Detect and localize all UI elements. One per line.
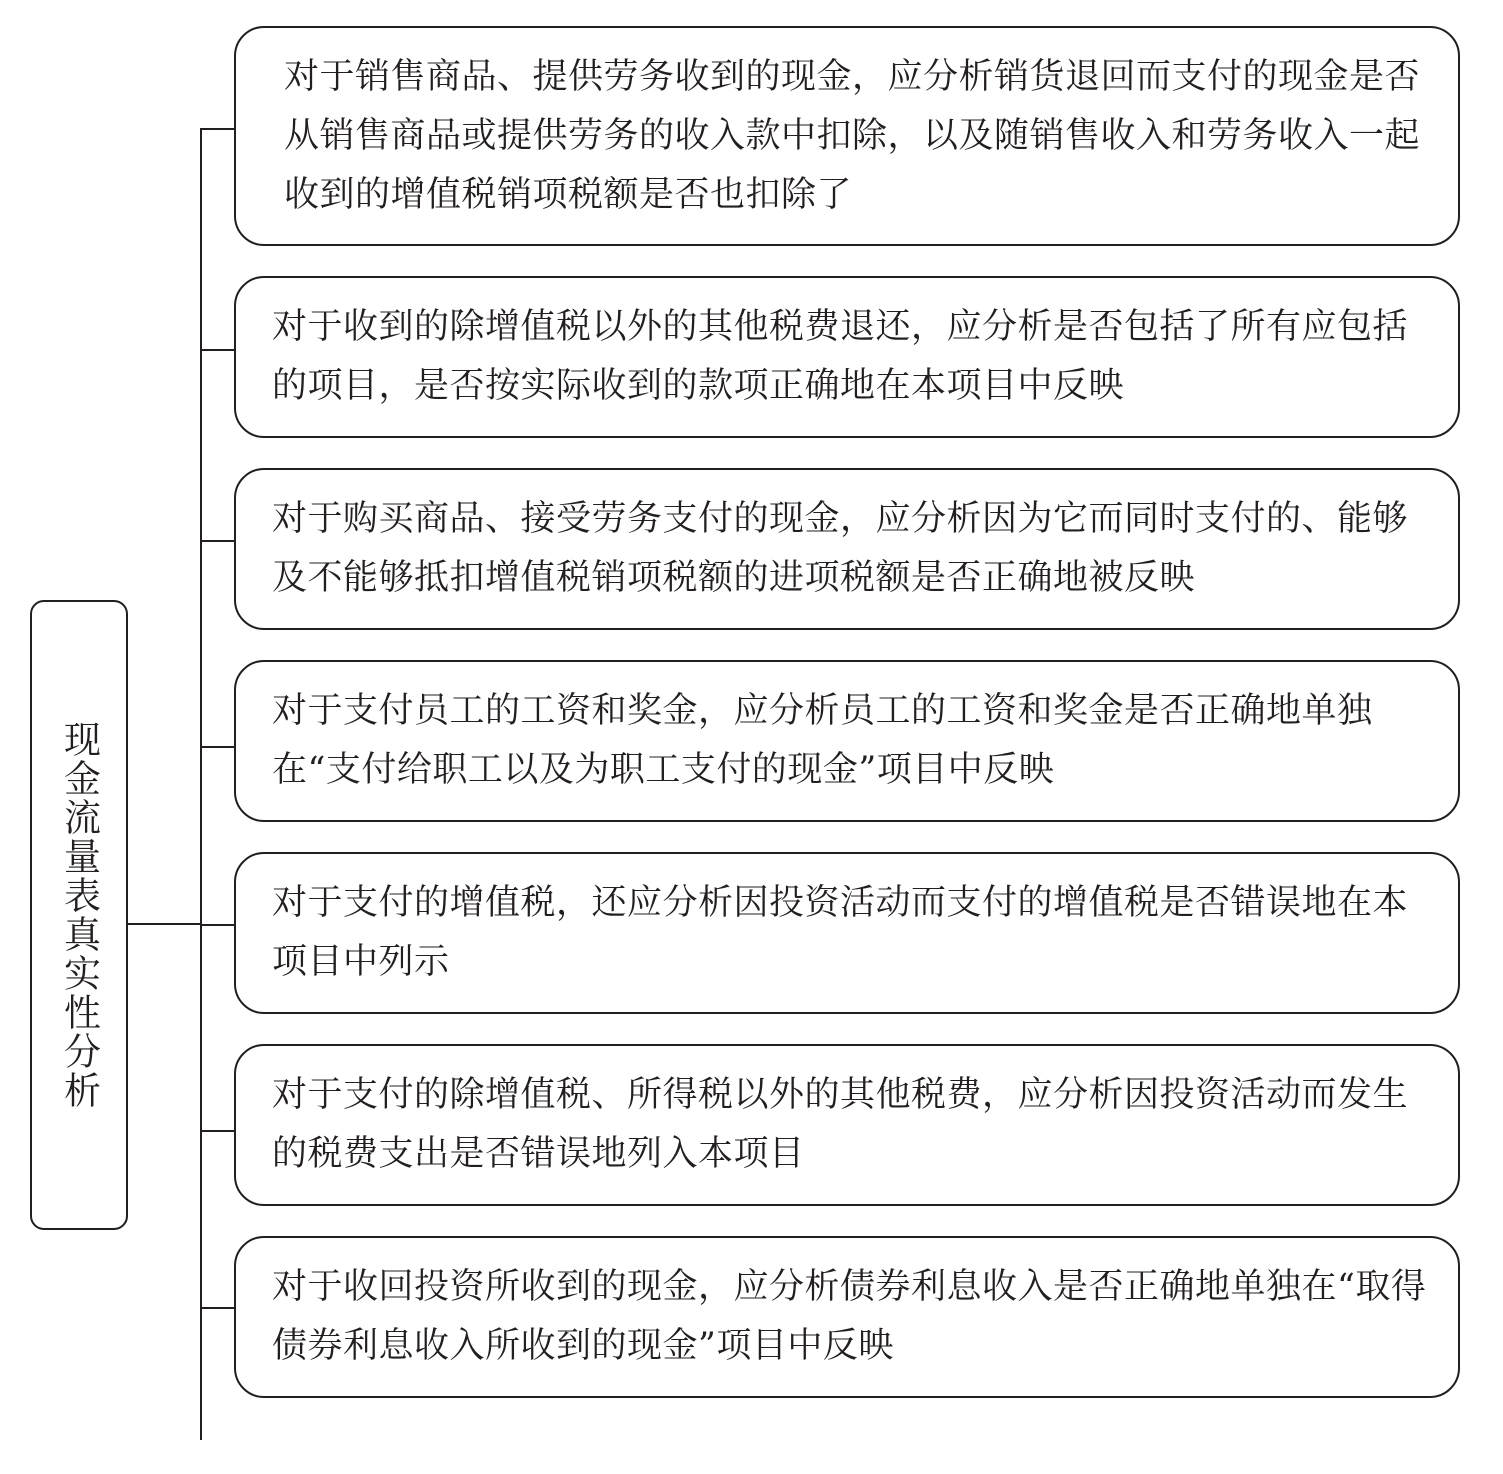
- leaf-node-wages: [234, 660, 1460, 822]
- root-node: [30, 600, 128, 1230]
- leaf-node-other-taxes: [234, 1044, 1460, 1206]
- branch-connector-7: [200, 1307, 234, 1309]
- leaf-node-tax-refund: [234, 276, 1460, 438]
- leaf-text: 对于收回投资所收到的现金，应分析债券利息收入是否正确地单独在“取得债券利息收入所收到的现金”项目中反映: [272, 1267, 1427, 1366]
- leaf-node-vat-paid: [234, 852, 1460, 1014]
- leaf-text: 对于支付的除增值税、所得税以外的其他税费，应分析因投资活动而发生的税费支出是否错误地列入本项目: [272, 1075, 1409, 1174]
- tree-spine: [200, 128, 202, 1440]
- branch-connector-1: [200, 128, 234, 130]
- leaf-text: 对于支付员工的工资和奖金，应分析员工的工资和奖金是否正确地单独在“支付给职工以及为职工支付的现金”项目中反映: [272, 691, 1373, 790]
- leaf-text: 对于收到的除增值税以外的其他税费退还，应分析是否包括了所有应包括的项目，是否按实际收到的款项正确地在本项目中反映: [272, 307, 1409, 406]
- leaf-node-investment-recovery: [234, 1236, 1460, 1398]
- leaf-node-sales-cash: [234, 26, 1460, 246]
- root-connector: [128, 923, 202, 925]
- leaf-node-purchase-cash: [234, 468, 1460, 630]
- branch-connector-3: [200, 540, 234, 542]
- leaf-text: 对于销售商品、提供劳务收到的现金，应分析销货退回而支付的现金是否从销售商品或提供劳务的收入款中扣除，以及随销售收入和劳务收入一起收到的增值税销项税额是否也扣除了: [284, 56, 1421, 215]
- branch-connector-4: [200, 746, 234, 748]
- leaf-text: 对于购买商品、接受劳务支付的现金，应分析因为它而同时支付的、能够及不能够抵扣增值税销项税额的进项税额是否正确地被反映: [272, 499, 1409, 598]
- branch-connector-5: [200, 924, 234, 926]
- branch-connector-6: [200, 1130, 234, 1132]
- leaf-text: 对于支付的增值税，还应分析因投资活动而支付的增值税是否错误地在本项目中列示: [272, 883, 1409, 982]
- branch-connector-2: [200, 349, 234, 351]
- root-label: 现金流量表真实性分析: [57, 720, 101, 1110]
